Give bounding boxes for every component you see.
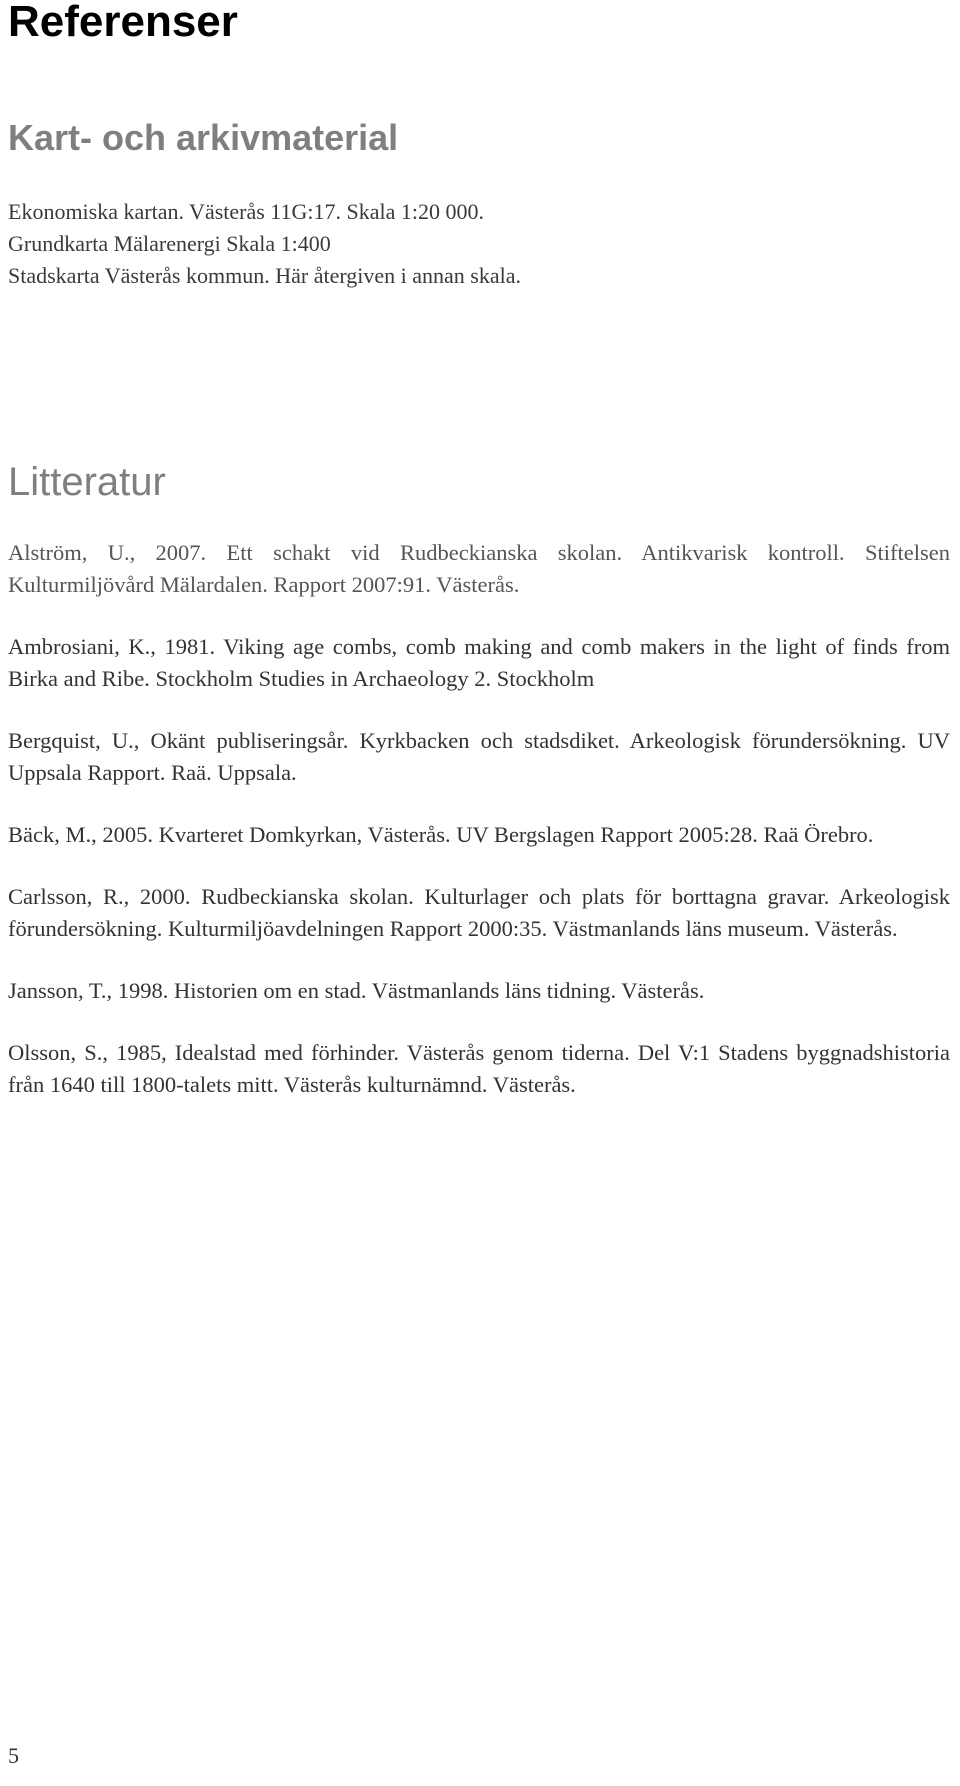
- map-archive-item: Stadskarta Västerås kommun. Här återgiven i annan skala.: [8, 263, 521, 288]
- map-archive-item: Ekonomiska kartan. Västerås 11G:17. Skala 1:20 000.: [8, 199, 484, 224]
- literature-list: [8, 537, 950, 1131]
- reference-entry: Alström, U., 2007. Ett schakt vid Rudbeckianska skolan. Antikvarisk kontroll. Stiftelsen Kulturmiljövård Mälardalen. Rapport 2007:91. Västerås.: [8, 540, 950, 597]
- literature-heading: Litteratur: [8, 460, 166, 504]
- page-title: Referenser: [8, 0, 238, 46]
- reference-entry: Jansson, T., 1998. Historien om en stad. Västmanlands läns tidning. Västerås.: [8, 978, 705, 1003]
- map-archive-heading: Kart- och arkivmaterial: [8, 117, 399, 158]
- map-archive-list: [8, 196, 948, 292]
- reference-entry: Ambrosiani, K., 1981. Viking age combs, comb making and comb makers in the light of finds from Birka and Ribe. Stockholm Studies in Archaeology 2. Stockholm: [8, 634, 950, 691]
- page-number: 5: [8, 1743, 19, 1768]
- map-archive-item: Grundkarta Mälarenergi Skala 1:400: [8, 231, 331, 256]
- reference-entry: Carlsson, R., 2000. Rudbeckianska skolan. Kulturlager och plats för borttagna gravar. Arkeologisk förundersökning. Kulturmiljöavdelningen Rapport 2000:35. Västmanlands läns museum. Västerås.: [8, 884, 950, 941]
- reference-entry: Bergquist, U., Okänt publiseringsår. Kyrkbacken och stadsdiket. Arkeologisk förundersökning. UV Uppsala Rapport. Raä. Uppsala.: [8, 728, 950, 785]
- reference-entry: Olsson, S., 1985, Idealstad med förhinder. Västerås genom tiderna. Del V:1 Stadens byggnadshistoria från 1640 till 1800-talets mitt. Västerås kulturnämnd. Västerås.: [8, 1040, 950, 1097]
- reference-entry: Bäck, M., 2005. Kvarteret Domkyrkan, Västerås. UV Bergslagen Rapport 2005:28. Raä Örebro.: [8, 822, 874, 847]
